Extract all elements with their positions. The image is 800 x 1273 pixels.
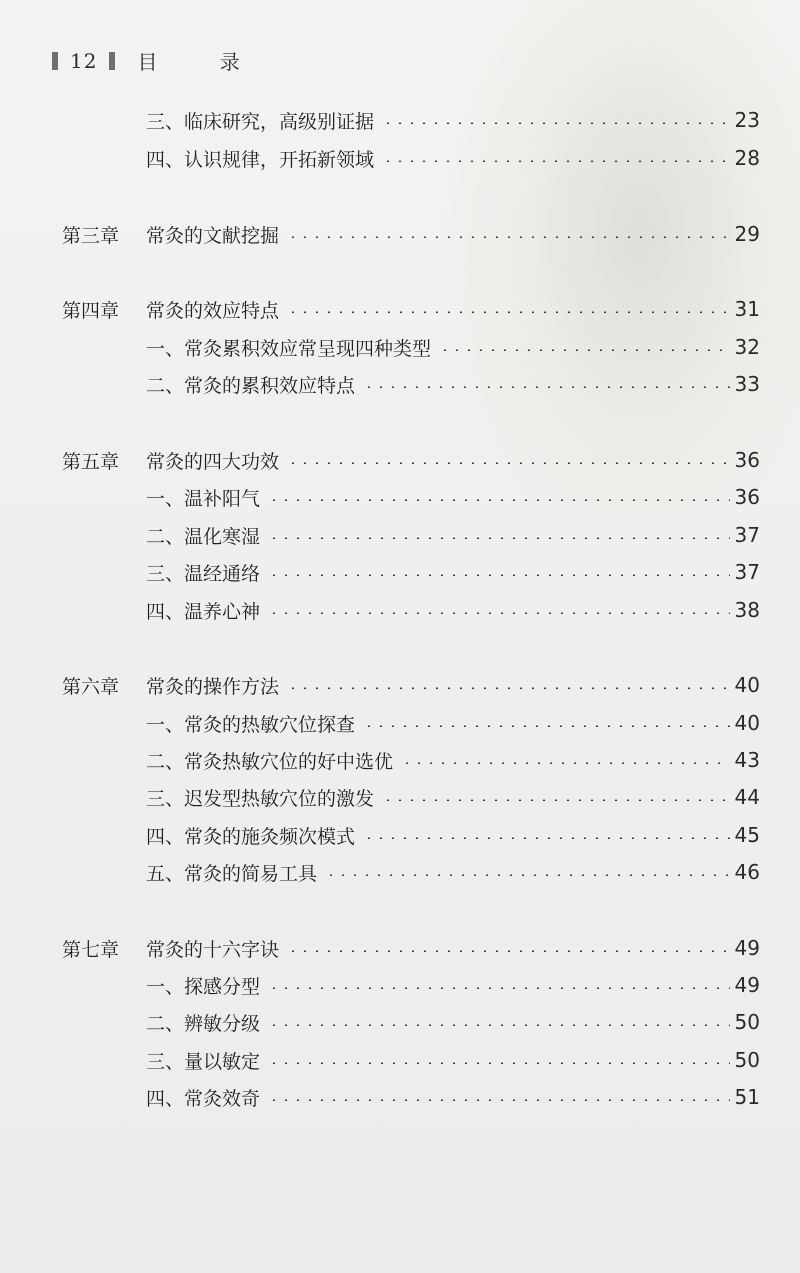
toc-section-entry[interactable] [0, 369, 800, 399]
page-number: 12 [70, 48, 98, 73]
entry-page-number: 50 [734, 1010, 760, 1034]
entry-page-number: 32 [734, 335, 760, 359]
page-header [52, 46, 268, 75]
entry-title: 三、温经通络 [146, 562, 261, 585]
entry-title: 常灸的十六字诀 [146, 938, 280, 961]
entry-title: 三、量以敏定 [146, 1050, 261, 1073]
entry-title: 一、常灸累积效应常呈现四种类型 [146, 337, 432, 360]
entry-page-number: 40 [734, 673, 760, 697]
entry-title: 常灸的四大功效 [146, 450, 280, 473]
entry-page-number: 51 [734, 1085, 760, 1109]
entry-page-number: 38 [734, 598, 760, 622]
entry-page-number: 23 [734, 108, 760, 132]
dot-leader [268, 1024, 730, 1026]
toc-section-entry[interactable] [0, 143, 800, 173]
dot-leader [268, 537, 730, 539]
toc-section-entry[interactable] [0, 708, 800, 738]
entry-page-number: 45 [734, 823, 760, 847]
entry-title: 三、迟发型热敏穴位的激发 [146, 787, 375, 810]
entry-page-number: 33 [734, 372, 760, 396]
entry-page-number: 28 [734, 146, 760, 170]
entry-page-number: 29 [734, 222, 760, 246]
dot-leader [382, 799, 730, 801]
dot-leader [363, 725, 730, 727]
dot-leader [268, 612, 730, 614]
dot-leader [268, 1062, 730, 1064]
chapter-label: 第六章 [62, 675, 120, 698]
toc-chapter-entry[interactable] [0, 445, 800, 475]
dot-leader [382, 160, 730, 162]
entry-title: 二、温化寒湿 [146, 525, 261, 548]
entry-title: 常灸的文献挖掘 [146, 224, 280, 247]
toc-section-entry[interactable] [0, 482, 800, 512]
entry-page-number: 31 [734, 297, 760, 321]
chapter-label: 第七章 [62, 938, 120, 961]
entry-page-number: 37 [734, 560, 760, 584]
toc-section-entry[interactable] [0, 782, 800, 812]
entry-title: 五、常灸的简易工具 [146, 862, 318, 885]
entry-title: 一、探感分型 [146, 975, 261, 998]
dot-leader [439, 349, 730, 351]
toc-section-entry[interactable] [0, 857, 800, 887]
entry-page-number: 44 [734, 785, 760, 809]
dot-leader [363, 837, 730, 839]
entry-page-number: 49 [734, 973, 760, 997]
dot-leader [268, 499, 730, 501]
toc-section-entry[interactable] [0, 1007, 800, 1037]
entry-title: 一、温补阳气 [146, 487, 261, 510]
dot-leader [287, 950, 730, 952]
entry-title: 四、常灸的施灸频次模式 [146, 825, 356, 848]
toc-section-entry[interactable] [0, 1082, 800, 1112]
toc-section-entry[interactable] [0, 970, 800, 1000]
header-left-bar [52, 52, 58, 70]
entry-page-number: 46 [734, 860, 760, 884]
dot-leader [382, 122, 730, 124]
toc-chapter-entry[interactable] [0, 294, 800, 324]
dot-leader [287, 462, 730, 464]
entry-page-number: 36 [734, 485, 760, 509]
dot-leader [401, 762, 730, 764]
toc-section-entry[interactable] [0, 105, 800, 135]
entry-title: 二、辨敏分级 [146, 1012, 261, 1035]
entry-title: 常灸的操作方法 [146, 675, 280, 698]
dot-leader [268, 1099, 730, 1101]
chapter-label: 第三章 [62, 224, 120, 247]
entry-page-number: 50 [734, 1048, 760, 1072]
dot-leader [287, 311, 730, 313]
toc-chapter-entry[interactable] [0, 933, 800, 963]
entry-page-number: 37 [734, 523, 760, 547]
entry-title: 三、临床研究，高级别证据 [146, 110, 375, 133]
toc-chapter-entry[interactable] [0, 219, 800, 249]
entry-title: 四、温养心神 [146, 600, 261, 623]
entry-page-number: 40 [734, 711, 760, 735]
entry-title: 四、常灸效奇 [146, 1087, 261, 1110]
toc-section-entry[interactable] [0, 557, 800, 587]
toc-section-entry[interactable] [0, 1045, 800, 1075]
dot-leader [268, 574, 730, 576]
entry-page-number: 49 [734, 936, 760, 960]
entry-page-number: 36 [734, 448, 760, 472]
toc-section-entry[interactable] [0, 332, 800, 362]
chapter-label: 第四章 [62, 299, 120, 322]
entry-title: 二、常灸的累积效应特点 [146, 374, 356, 397]
dot-leader [287, 687, 730, 689]
toc-section-entry[interactable] [0, 520, 800, 550]
header-right-bar [109, 52, 115, 70]
dot-leader [287, 236, 730, 238]
toc-section-entry[interactable] [0, 595, 800, 625]
entry-title: 四、认识规律，开拓新领域 [146, 148, 375, 171]
dot-leader [325, 874, 730, 876]
section-title: 目 录 [137, 50, 268, 74]
entry-page-number: 43 [734, 748, 760, 772]
dot-leader [363, 386, 730, 388]
toc-chapter-entry[interactable] [0, 670, 800, 700]
chapter-label: 第五章 [62, 450, 120, 473]
toc-section-entry[interactable] [0, 820, 800, 850]
dot-leader [268, 987, 730, 989]
entry-title: 常灸的效应特点 [146, 299, 280, 322]
entry-title: 二、常灸热敏穴位的好中选优 [146, 750, 394, 773]
toc-section-entry[interactable] [0, 745, 800, 775]
entry-title: 一、常灸的热敏穴位探查 [146, 713, 356, 736]
